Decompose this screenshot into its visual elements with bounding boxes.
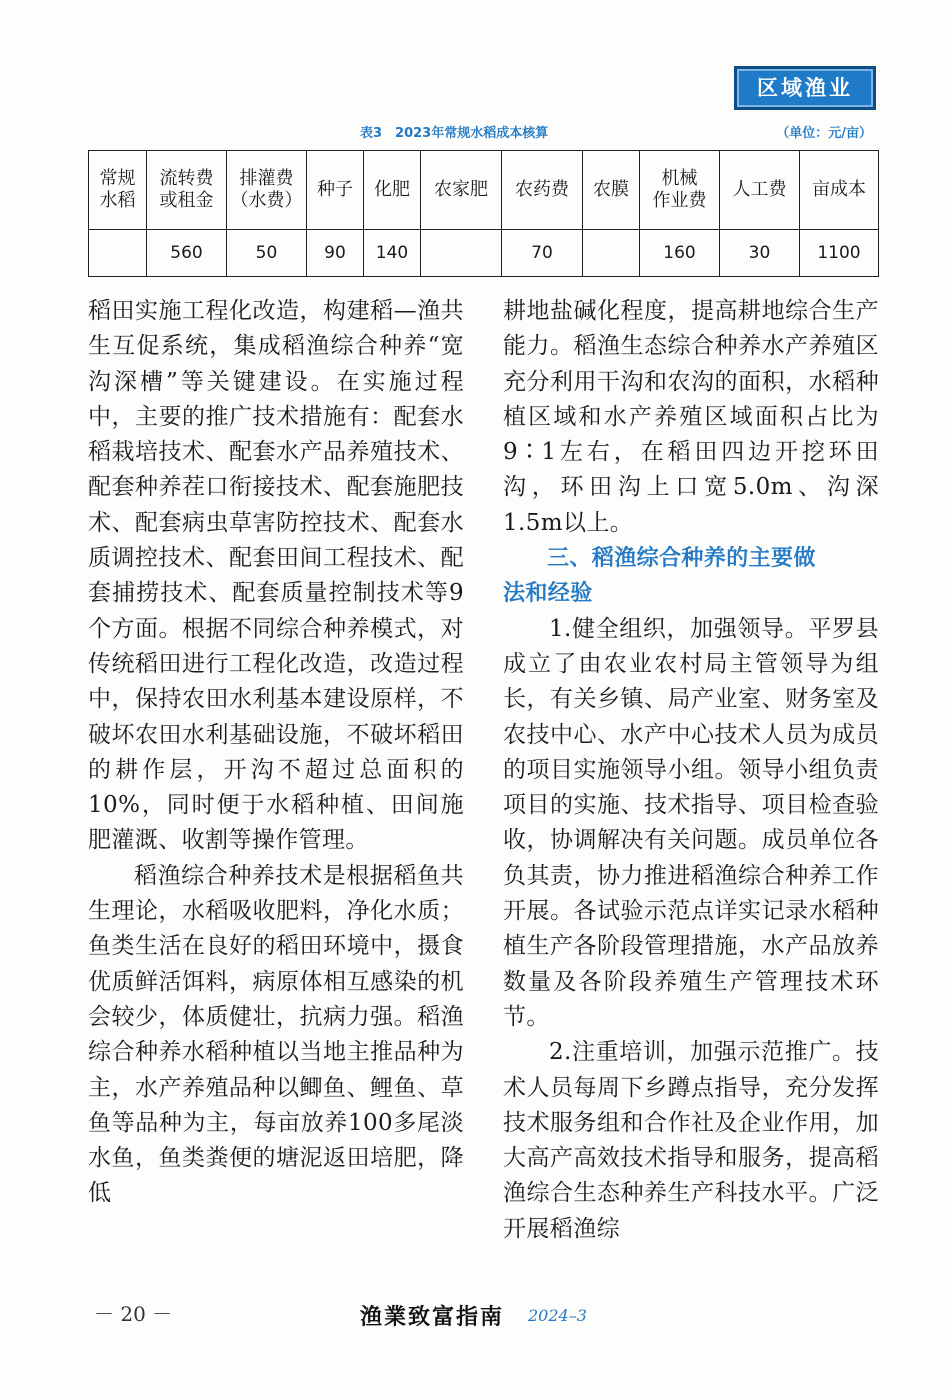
table-row	[89, 230, 879, 277]
issue-number: 2024–3	[528, 1306, 587, 1325]
paragraph: 2.注重培训，加强示范推广。技术人员每周下乡蹲点指导，充分发挥技术服务组和合作社及企业作用，加大高产高效技术指导和服务，提高稻渔综合生态种养生产科技水平。广泛开展稻渔综	[503, 1039, 879, 1242]
header-cell: 人工费	[720, 151, 800, 230]
table-cell	[421, 230, 502, 277]
header-cell: 机械 作业费	[640, 151, 720, 230]
header-cell: 农膜	[583, 151, 640, 230]
section-heading-line: 法和经验	[503, 581, 593, 607]
table-cell: 50	[227, 230, 307, 277]
header-cell: 流转费 或租金	[147, 151, 227, 230]
table-header-row	[89, 151, 879, 230]
header-cell: 亩成本	[800, 151, 879, 230]
table-cell: 30	[720, 230, 800, 277]
header-cell: 化肥	[364, 151, 421, 230]
table-cell: 70	[502, 230, 583, 277]
table-cell: 90	[307, 230, 364, 277]
page-number: － 20 －	[94, 1302, 173, 1326]
section-heading	[503, 541, 879, 612]
table-cell	[89, 230, 147, 277]
header-cell: 排灌费 （水费）	[227, 151, 307, 230]
section-heading-line: 三、稻渔综合种养的主要做	[547, 546, 816, 572]
table-cell: 160	[640, 230, 720, 277]
table-unit: （单位：元/亩）	[776, 126, 872, 141]
magazine-title: 渔業致富指南	[360, 1304, 505, 1330]
cost-table	[88, 150, 879, 277]
table-cell	[583, 230, 640, 277]
paragraph: 稻渔综合种养技术是根据稻鱼共生理论，水稻吸收肥料，净化水质；鱼类生活在良好的稻田环境中，摄食优质鲜活饵料，病原体相互感染的机会较少，体质健壮，抗病力强。稻渔综合种养水稻种植以当地主推品种为主，水产养殖品种以鲫鱼、鲤鱼、草鱼等品种为主，每亩放养100多尾淡水鱼，鱼类粪便的塘泥返田培肥，降低	[88, 862, 464, 1207]
header-cell: 常规 水稻	[89, 151, 147, 230]
header-cell: 农药费	[502, 151, 583, 230]
table-caption: 表3 2023年常规水稻成本核算	[360, 126, 549, 141]
paragraph: 耕地盐碱化程度，提高耕地综合生产能力。稻渔生态综合种养水产养殖区充分利用干沟和农沟的面积，水稻种植区域和水产养殖区域面积占比为9∶1左右，在稻田四边开挖环田沟，环田沟上口宽5.0m、沟深1.5m以上。	[503, 298, 879, 536]
paragraph: 稻田实施工程化改造，构建稻—渔共生互促系统，集成稻渔综合种养“宽沟深槽”等关键建设。在实施过程中，主要的推广技术措施有：配套水稻栽培技术、配套水产品养殖技术、配套种养茬口衔接技术、配套施肥技术、配套病虫草害防控技术、配套水质调控技术、配套田间工程技术、配套捕捞技术、配套质量控制技术等9个方面。根据不同综合种养模式，对传统稻田进行工程化改造，改造过程中，保持农田水利基本建设原样，不破坏农田水利基础设施，不破坏稻田的耕作层，开沟不超过总面积的10%，同时便于水稻种植、田间施肥灌溉、收割等操作管理。	[88, 298, 464, 854]
table-cell: 1100	[800, 230, 879, 277]
paragraph: 1.健全组织，加强领导。平罗县成立了由农业农村局主管领导为组长，有关乡镇、局产业室、财务室及农技中心、水产中心技术人员为成员的项目实施领导小组。领导小组负责项目的实施、技术指导、项目检查验收，协调解决有关问题。成员单位各负其责，协力推进稻渔综合种养工作开展。各试验示范点详实记录水稻种植生产各阶段管理措施，水产品放养数量及各阶段养殖生产管理技术环节。	[503, 615, 879, 1030]
table-cell: 560	[147, 230, 227, 277]
section-tag: 区域渔业	[734, 66, 876, 110]
right-column	[503, 294, 879, 1247]
left-column	[88, 294, 464, 1212]
table-cell: 140	[364, 230, 421, 277]
header-cell: 农家肥	[421, 151, 502, 230]
header-cell: 种子	[307, 151, 364, 230]
